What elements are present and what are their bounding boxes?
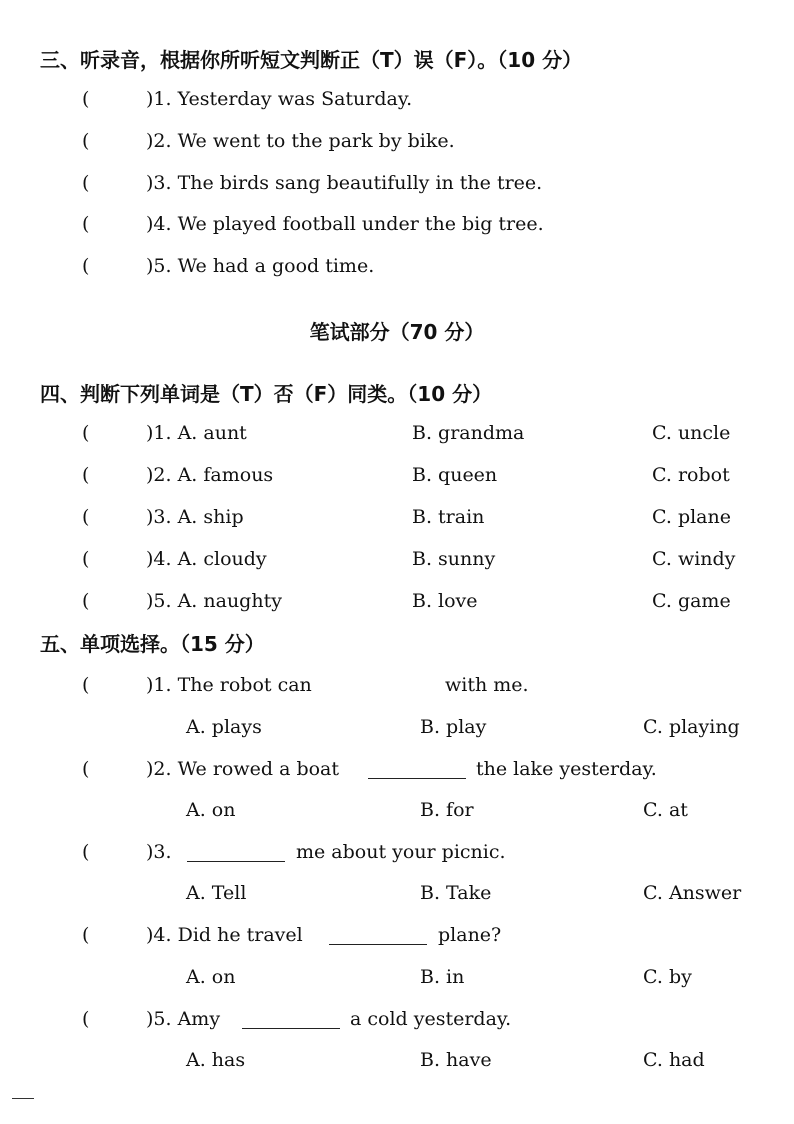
option-b: B. grandma [412, 422, 525, 444]
option-b: B. queen [412, 464, 498, 486]
answer-paren: ( [82, 924, 90, 946]
option-c: C. uncle [652, 422, 731, 444]
option-c: C. plane [652, 506, 731, 528]
option-b: B. love [412, 590, 478, 612]
question-text-before: )2. We rowed a boat [146, 758, 340, 780]
answer-paren: ( [82, 674, 90, 696]
answer-paren: ( [82, 422, 90, 444]
question-text-after: plane? [438, 924, 502, 946]
question-text-after: with me. [445, 674, 529, 696]
answer-blank [242, 1028, 340, 1029]
option-a: )2. A. famous [146, 464, 274, 486]
option-b: B. in [420, 966, 465, 988]
option-a: A. plays [186, 716, 262, 738]
section5-heading: 五、单项选择。（15 分） [40, 632, 265, 656]
answer-paren: ( [82, 506, 90, 528]
option-c: C. game [652, 590, 731, 612]
option-b: B. train [412, 506, 485, 528]
answer-paren: ( [82, 88, 90, 110]
option-b: B. sunny [412, 548, 496, 570]
option-c: C. had [643, 1049, 705, 1071]
option-a: )5. A. naughty [146, 590, 282, 612]
answer-blank [329, 944, 427, 945]
option-b: B. play [420, 716, 487, 738]
answer-paren: ( [82, 1008, 90, 1030]
option-c: C. Answer [643, 882, 742, 904]
option-a: A. Tell [186, 882, 247, 904]
question-text-before: )1. The robot can [146, 674, 312, 696]
option-a: A. on [186, 966, 236, 988]
option-b: B. have [420, 1049, 492, 1071]
option-c: C. at [643, 799, 688, 821]
answer-paren: ( [82, 590, 90, 612]
answer-paren: ( [82, 255, 90, 277]
option-a: )1. A. aunt [146, 422, 247, 444]
question-text: )2. We went to the park by bike. [146, 130, 455, 152]
option-c: C. playing [643, 716, 740, 738]
answer-paren: ( [82, 464, 90, 486]
question-text: )4. We played football under the big tree. [146, 213, 544, 235]
question-text: )5. We had a good time. [146, 255, 375, 277]
question-text-after: the lake yesterday. [476, 758, 657, 780]
option-b: B. Take [420, 882, 492, 904]
written-part-title: 笔试部分（70 分） [309, 320, 485, 344]
answer-paren: ( [82, 172, 90, 194]
answer-paren: ( [82, 841, 90, 863]
answer-blank [187, 861, 285, 862]
question-text: )1. Yesterday was Saturday. [146, 88, 413, 110]
answer-paren: ( [82, 213, 90, 235]
question-text-after: a cold yesterday. [350, 1008, 512, 1030]
answer-paren: ( [82, 548, 90, 570]
question-text: )3. The birds sang beautifully in the tree. [146, 172, 543, 194]
question-text-before: )3. [146, 841, 172, 863]
option-c: C. by [643, 966, 692, 988]
option-a: A. on [186, 799, 236, 821]
option-a: )3. A. ship [146, 506, 244, 528]
page-edge-mark [12, 1098, 34, 1099]
section3-heading: 三、听录音，根据你所听短文判断正（T）误（F）。（10 分） [40, 48, 583, 72]
option-b: B. for [420, 799, 474, 821]
question-text-before: )4. Did he travel [146, 924, 303, 946]
answer-paren: ( [82, 758, 90, 780]
option-a: )4. A. cloudy [146, 548, 267, 570]
answer-blank [368, 778, 466, 779]
option-c: C. robot [652, 464, 730, 486]
answer-paren: ( [82, 130, 90, 152]
question-text-before: )5. Amy [146, 1008, 221, 1030]
section4-heading: 四、判断下列单词是（T）否（F）同类。（10 分） [40, 382, 493, 406]
option-c: C. windy [652, 548, 736, 570]
option-a: A. has [186, 1049, 246, 1071]
question-text-after: me about your picnic. [296, 841, 506, 863]
